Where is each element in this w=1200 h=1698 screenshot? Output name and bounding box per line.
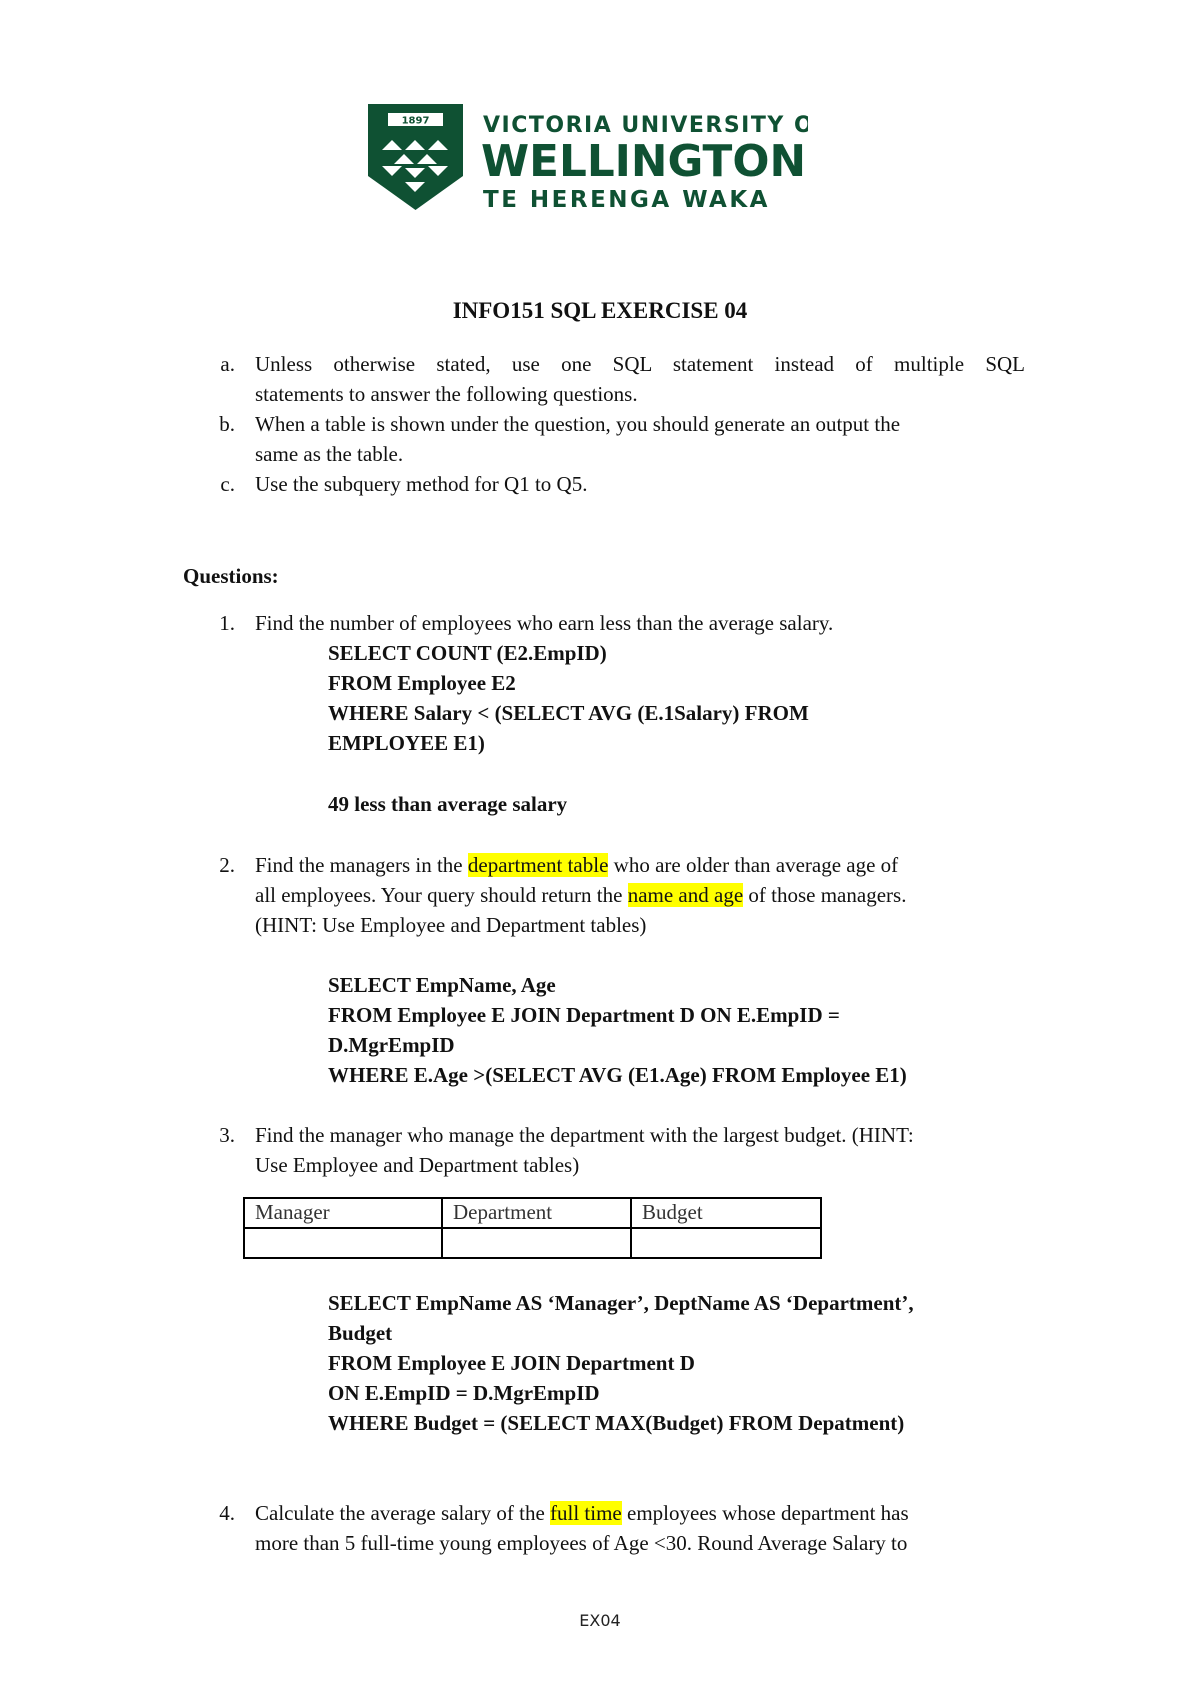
q3-code-line: SELECT EmpName AS ‘Manager’, DeptName AS ‘Department’, [328, 1291, 914, 1315]
q1-code-line: EMPLOYEE E1) [328, 731, 485, 755]
q2-highlight-name-and-age: name and age [627, 883, 744, 907]
instruction-marker: c. [220, 472, 235, 496]
instruction-a-line-2: statements to answer the following questions. [255, 382, 638, 406]
q2-code-line: FROM Employee E JOIN Department D ON E.EmpID = [328, 1003, 840, 1027]
table-row [244, 1228, 821, 1258]
output-table [243, 1197, 822, 1259]
question-2-marker: 2. [219, 853, 235, 877]
question-2-line-3: (HINT: Use Employee and Department tables) [255, 913, 647, 937]
table-cell [244, 1228, 442, 1258]
q2-text: who are older than average age of [608, 853, 899, 877]
question-3-marker: 3. [219, 1123, 235, 1147]
q3-code-line: Budget [328, 1321, 393, 1345]
logo-line-3: TE HERENGA WAKA [483, 187, 770, 210]
q1-code-line: WHERE Salary < (SELECT AVG (E.1Salary) FROM [328, 701, 809, 725]
q2-code-line: D.MgrEmpID [328, 1033, 455, 1057]
q3-code-line: WHERE Budget = (SELECT MAX(Budget) FROM Depatment) [328, 1411, 905, 1435]
q4-text: employees whose department has [621, 1501, 909, 1525]
page-footer: EX04 [579, 1611, 621, 1630]
university-crest-icon [368, 104, 808, 210]
question-4-marker: 4. [219, 1501, 235, 1525]
university-logo [368, 104, 808, 210]
crest-year: 1897 [401, 115, 430, 127]
table-cell [442, 1228, 631, 1258]
table-header-cell: Department [442, 1198, 631, 1228]
q3-code-line: ON E.EmpID = D.MgrEmpID [328, 1381, 600, 1405]
page-title: INFO151 SQL EXERCISE 04 [452, 298, 748, 323]
question-1-marker: 1. [219, 611, 235, 635]
q4-text: Calculate the average salary of the [255, 1501, 551, 1525]
table-header-cell: Budget [631, 1198, 821, 1228]
q1-answer: 49 less than average salary [328, 792, 568, 816]
q1-code-line: SELECT COUNT (E2.EmpID) [328, 641, 607, 665]
table-header-cell: Manager [244, 1198, 442, 1228]
table-cell [631, 1228, 821, 1258]
q2-text: of those managers. [743, 883, 907, 907]
table-header-row [244, 1198, 821, 1228]
logo-line-1: VICTORIA UNIVERSITY OF [483, 113, 808, 138]
instruction-a-line-1: Unless otherwise stated, use one SQL statement instead of multiple SQL [255, 352, 1025, 376]
instruction-b-line-1: When a table is shown under the question, you should generate an output the [255, 412, 901, 436]
q2-highlight-department-table: department table [467, 853, 609, 877]
q2-code-line: WHERE E.Age >(SELECT AVG (E1.Age) FROM Employee E1) [328, 1063, 907, 1087]
instruction-c-line-1: Use the subquery method for Q1 to Q5. [255, 472, 588, 496]
q2-text: Find the managers in the [255, 853, 468, 877]
question-2-line-1 [255, 850, 898, 880]
q2-text: all employees. Your query should return the [255, 883, 628, 907]
question-2-line-2 [255, 880, 906, 910]
q2-code-line: SELECT EmpName, Age [328, 973, 556, 997]
q4-highlight-full-time: full time [550, 1501, 622, 1525]
question-1-text: Find the number of employees who earn less than the average salary. [255, 611, 834, 635]
question-4-line-2: more than 5 full-time young employees of Age <30. Round Average Salary to [255, 1531, 908, 1555]
instruction-marker: a. [220, 352, 235, 376]
question-3-line-1: Find the manager who manage the department with the largest budget. (HINT: [255, 1123, 914, 1147]
question-3-line-2: Use Employee and Department tables) [255, 1153, 580, 1177]
questions-heading: Questions: [183, 564, 279, 588]
q3-code-line: FROM Employee E JOIN Department D [328, 1351, 695, 1375]
instruction-b-line-2: same as the table. [255, 442, 404, 466]
instruction-marker: b. [219, 412, 235, 436]
question-4-line-1 [255, 1498, 909, 1528]
q1-code-line: FROM Employee E2 [328, 671, 516, 695]
logo-line-2: WELLINGTON [481, 136, 806, 187]
